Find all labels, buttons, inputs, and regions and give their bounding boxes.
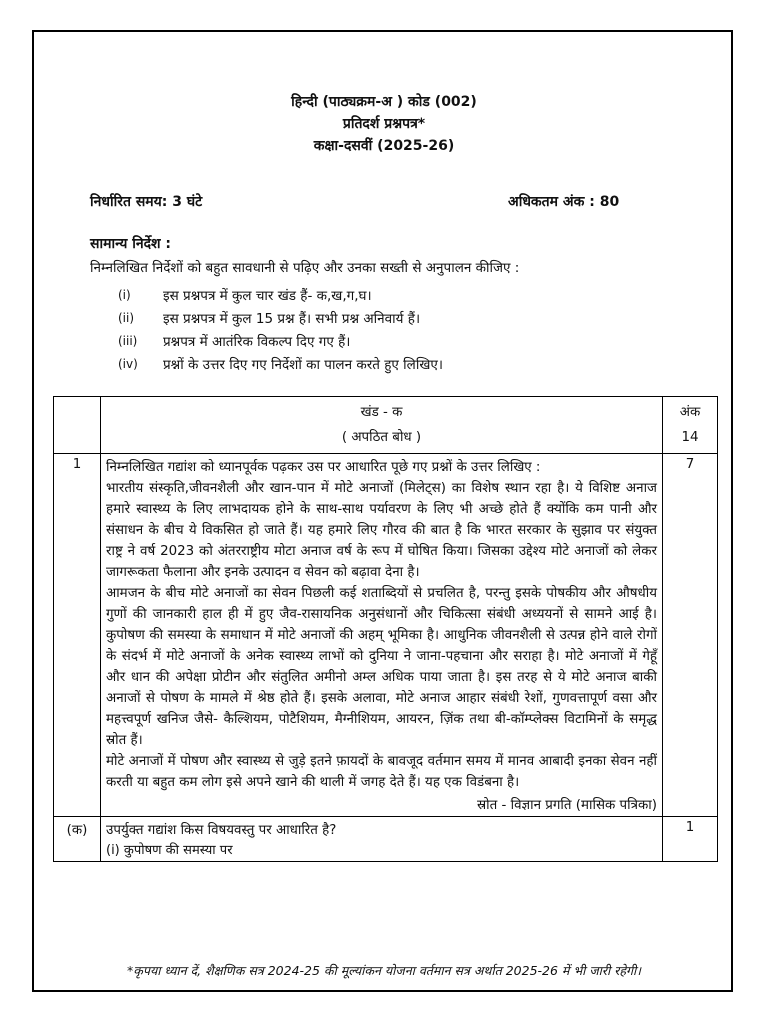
subject-title: हिन्दी (पाठ्यक्रम-अ ) कोड (002) — [291, 94, 477, 110]
paper-type: प्रतिदर्श प्रश्नपत्र* — [342, 116, 426, 132]
instructions-list — [118, 283, 638, 375]
marks-header-cell — [663, 397, 718, 454]
passage — [106, 478, 657, 793]
question-body — [101, 454, 663, 817]
footnote: *कृपया ध्यान दें, शैक्षणिक सत्र 2024-25 की मूल्यांकन योजना वर्तमान सत्र अर्थात 2025-26 में भी जारी रहेगी। — [127, 963, 641, 978]
subquestion-text: उपर्युक्त गद्यांश किस विषयवस्तु पर आधारित है? — [106, 823, 337, 838]
question-row — [54, 454, 718, 817]
blank-cell — [54, 397, 101, 454]
instruction-number: (iv) — [118, 356, 138, 371]
instruction-number: (i) — [118, 287, 131, 302]
instruction-item — [118, 306, 638, 329]
question-number: 1 — [54, 454, 101, 817]
section-title: खंड - क — [360, 405, 403, 420]
marks-label: अंक — [679, 405, 701, 420]
section-header-row — [54, 397, 718, 454]
instruction-number: (iii) — [118, 333, 138, 348]
passage-source: स्रोत - विज्ञान प्रगति (मासिक पत्रिका) — [476, 798, 657, 813]
class-year: कक्षा-दसवीं (2025-26) — [313, 138, 455, 154]
time-allowed: निर्धारित समय: 3 घंटे — [90, 194, 203, 210]
subquestion-row — [54, 817, 718, 862]
passage-paragraph: आमजन के बीच मोटे अनाजों का सेवन पिछली कई शताब्दियों से प्रचलित है, परन्तु इसके पोषकीय और औषधीय गुणों की जानकारी हाल ही में हुए जैव-रासायनिक अनुसंधानों और चिकित्सा संबंधी अध्ययनों से सामने आई है। कुपोषण की समस्या के समाधान में मोटे अनाजों की अहम् भूमिका है। आधुनिक जीवनशैली से उत्पन्न होने वाले रोगों के संदर्भ में मोटे अनाजों के अनेक स्वास्थ्य लाभों को दुनिया ने जाना-पहचाना और सराहा है। मोटे अनाजों में गेहूँ और धान की अपेक्षा प्रोटीन और संतुलित अमीनो अम्ल अधिक पाया जाता है। इस तरह से ये मोटे अनाज बाकी अनाजों से पोषण के मामले में श्रेष्ठ होते हैं। इसके अलावा, मोटे अनाज आहार संबंधी रेशों, गुणवत्तापूर्ण वसा और महत्त्वपूर्ण खनिज जैसे- कैल्शियम, पोटैशियम, मैग्नीशियम, आयरन, ज़िंक तथा बी-कॉम्प्लेक्स विटामिनों के समृद्ध स्रोत हैं। — [106, 586, 657, 748]
instruction-item — [118, 283, 638, 306]
instruction-text: प्रश्नपत्र में आतंरिक विकल्प दिए गए हैं। — [163, 333, 351, 350]
question-table — [53, 396, 718, 862]
instruction-text: इस प्रश्नपत्र में कुल चार खंड हैं- क,ख,ग,घ। — [163, 287, 372, 304]
instruction-number: (ii) — [118, 310, 135, 325]
marks-total: 14 — [681, 430, 699, 445]
section-subtitle: ( अपठित बोध ) — [341, 430, 422, 445]
instruction-item — [118, 352, 638, 375]
instruction-text: प्रश्नों के उत्तर दिए गए निर्देशों का पालन करते हुए लिखिए। — [163, 356, 443, 373]
subquestion-marks: 1 — [663, 817, 718, 862]
subquestion-body — [101, 817, 663, 862]
max-marks: अधिकतम अंक : 80 — [508, 194, 620, 210]
section-title-cell — [101, 397, 663, 454]
subquestion-number: (क) — [54, 817, 101, 862]
instruction-text: इस प्रश्नपत्र में कुल 15 प्रश्न हैं। सभी प्रश्न अनिवार्य हैं। — [163, 310, 421, 327]
instructions-heading: सामान्य निर्देश : — [90, 236, 172, 252]
passage-paragraph: मोटे अनाजों में पोषण और स्वास्थ्य से जुड़े इतने फ़ायदों के बावजूद वर्तमान समय में मानव आबादी इनका सेवन नहीं करती या बहुत कम लोग इसे अपने खाने की थाली में जगह देते हैं। यह एक विडंबना है। — [106, 754, 657, 790]
instruction-item — [118, 329, 638, 352]
question-marks: 7 — [663, 454, 718, 817]
passage-paragraph: भारतीय संस्कृति,जीवनशैली और खान-पान में मोटे अनाजों (मिलेट्स) का विशेष स्थान रहा है। ये विशिष्ट अनाज हमारे स्वास्थ्य के लिए लाभदायक होने के साथ-साथ पर्यावरण के लिए भी अच्छे होते हैं क्योंकि कम पानी और संसाधन के बीच ये विकसित हो जाते हैं। यह हमारे लिए गौरव की बात है कि भारत सरकार के सुझाव पर संयुक्त राष्ट्र ने वर्ष 2023 को अंतरराष्ट्रीय मोटा अनाज वर्ष के रूप में घोषित किया। जिसका उद्देश्य मोटे अनाजों को लेकर जागरूकता फैलाना और इनके उत्पादन व सेवन को बढ़ावा देना है। — [106, 481, 657, 580]
question-instruction: निम्नलिखित गद्यांश को ध्यानपूर्वक पढ़कर उस पर आधारित पूछे गए प्रश्नों के उत्तर लिखिए : — [106, 460, 541, 475]
instructions-intro: निम्नलिखित निर्देशों को बहुत सावधानी से पढ़िए और उनका सख्ती से अनुपालन कीजिए : — [90, 260, 520, 276]
answer-option: (i) कुपोषण की समस्या पर — [106, 843, 233, 858]
